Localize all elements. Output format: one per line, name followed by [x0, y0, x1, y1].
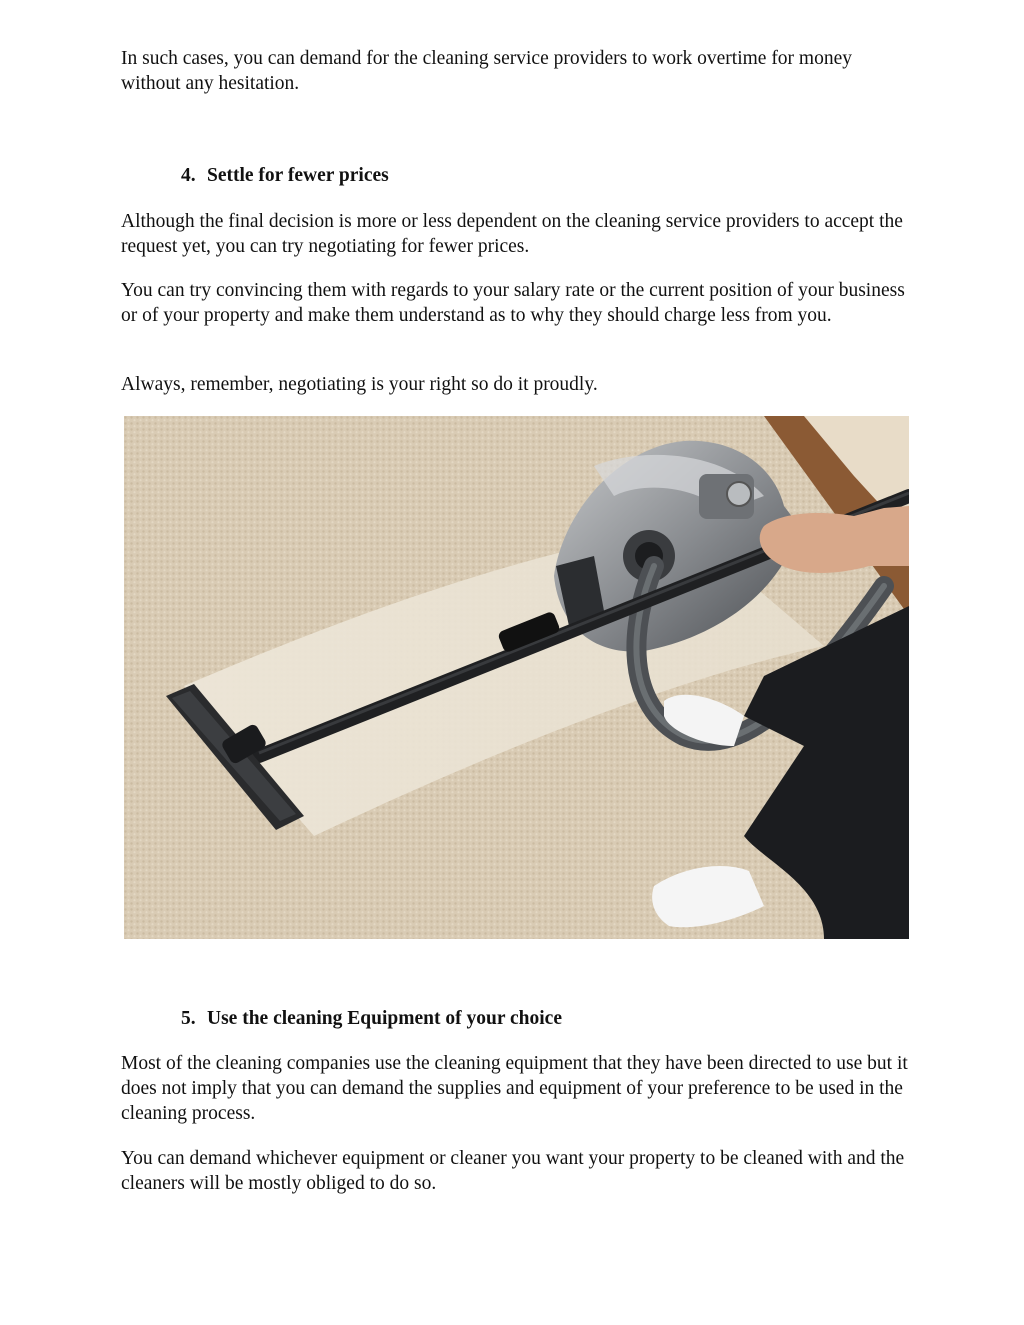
heading-number: 5.: [181, 1008, 196, 1029]
heading-cleaning-equipment: [181, 1006, 562, 1031]
paragraph-cleaning-companies: Most of the cleaning companies use the cleaning equipment that they have been directed to use but it does not imply that you can demand the supplies and equipment of your preference to be used in the cleaning process.: [121, 1053, 908, 1124]
vacuum-cleaning-carpet-photo: [124, 416, 909, 939]
heading-number: 4.: [181, 165, 196, 186]
paragraph-always-remember: Always, remember, negotiating is your right so do it proudly.: [121, 374, 598, 395]
paragraph-convincing: You can try convincing them with regards to your salary rate or the current position of your business or of your property and make them understand as to why they should charge less from you.: [121, 280, 905, 326]
paragraph-negotiating: Although the final decision is more or less dependent on the cleaning service providers to accept the request yet, you can try negotiating for fewer prices.: [121, 211, 903, 257]
heading-settle-fewer-prices: [181, 163, 389, 188]
paragraph-demand-equipment: You can demand whichever equipment or cleaner you want your property to be cleaned with and the cleaners will be mostly obliged to do so.: [121, 1148, 905, 1194]
heading-title: Settle for fewer prices: [207, 165, 389, 186]
paragraph-overtime: In such cases, you can demand for the cleaning service providers to work overtime for money without any hesitation.: [121, 48, 853, 94]
heading-title: Use the cleaning Equipment of your choice: [207, 1008, 562, 1029]
